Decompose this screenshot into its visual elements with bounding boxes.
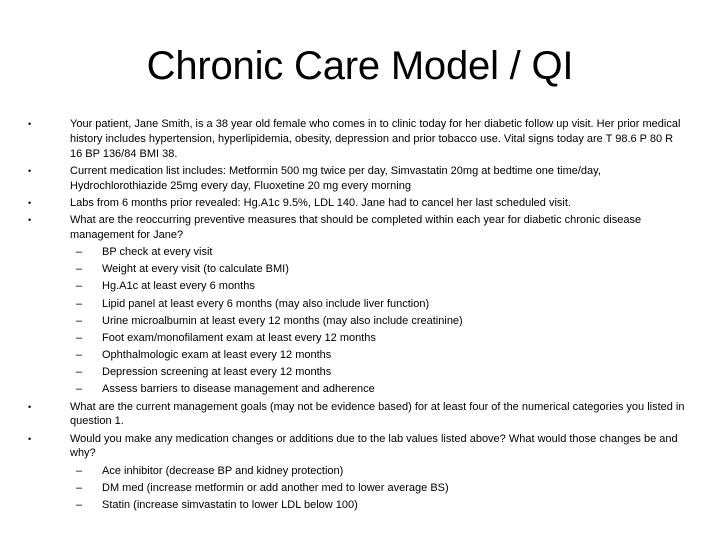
sub-list-item [28, 331, 688, 346]
dash-icon: – [76, 280, 83, 293]
list-item-text: What are the current management goals (may not be evidence based) for at least four of the numerical categories you listed in question 1. [70, 400, 685, 428]
list-item-text: Your patient, Jane Smith, is a 38 year old female who comes in to clinic today for her diabetic follow up visit. Her prior medical history includes hypertension, hyperlipidemia, obesity, depression and prior tobacco use. Vital signs today are T 98.6 P 80 R 16 BP 136/84 BMI 38. [70, 118, 681, 160]
list-item [28, 432, 688, 462]
bullet-icon: • [28, 401, 32, 412]
sub-list-item [28, 365, 688, 380]
sub-list-item [28, 279, 688, 294]
sub-list-item-text: Assess barriers to disease management and adherence [102, 383, 375, 396]
list-item-text: Would you make any medication changes or additions due to the lab values listed above? What would those changes be and why? [70, 432, 678, 460]
sub-list-item [28, 262, 688, 277]
sub-list-item-text: Depression screening at least every 12 months [102, 366, 332, 379]
sub-list-item-text: Statin (increase simvastatin to lower LDL below 100) [102, 498, 358, 511]
list-item [28, 213, 688, 243]
dash-icon: – [76, 464, 83, 477]
slide-title: Chronic Care Model / QI [146, 44, 574, 88]
sub-list-item-text: Ophthalmologic exam at least every 12 months [102, 349, 332, 362]
sub-list-item-text: Foot exam/monofilament exam at least every 12 months [102, 331, 376, 344]
list-item [28, 400, 688, 430]
dash-icon: – [76, 349, 83, 362]
dash-icon: – [76, 331, 83, 344]
dash-icon: – [76, 383, 83, 396]
list-item [28, 164, 688, 194]
dash-icon: – [76, 366, 83, 379]
sub-list-item-text: Lipid panel at least every 6 months (may also include liver function) [102, 297, 430, 310]
sub-list-item-text: Hg.A1c at least every 6 months [102, 280, 255, 293]
sub-list-item [28, 348, 688, 363]
sub-list-item-text: BP check at every visit [102, 245, 213, 258]
sub-list-item [28, 297, 688, 312]
dash-icon: – [76, 245, 83, 258]
dash-icon: – [76, 263, 83, 276]
list-item-text: Labs from 6 months prior revealed: Hg.A1c 9.5%, LDL 140. Jane had to cancel her last scheduled visit. [70, 196, 571, 209]
sub-list-item-text: Weight at every visit (to calculate BMI) [102, 263, 289, 276]
dash-icon: – [76, 498, 83, 511]
bullet-icon: • [28, 119, 32, 129]
sub-list-item [28, 314, 688, 329]
list-item-text: What are the reoccurring preventive measures that should be completed within each year for diabetic chronic disease management for Jane? [70, 213, 642, 241]
list-item [28, 117, 688, 161]
sub-list-item [28, 464, 688, 479]
dash-icon: – [76, 314, 83, 327]
list-item [28, 196, 688, 211]
slide-body [28, 117, 688, 515]
sub-list-item-text: DM med (increase metformin or add another med to lower average BS) [102, 481, 449, 494]
bullet-icon: • [28, 433, 32, 444]
dash-icon: – [76, 297, 83, 310]
sub-list-item [28, 481, 688, 496]
sub-list-item-text: Urine microalbumin at least every 12 months (may also include creatinine) [102, 314, 463, 327]
sub-list-item-text: Ace inhibitor (decrease BP and kidney protection) [102, 464, 344, 477]
sub-list-item [28, 245, 688, 260]
list-item-text: Current medication list includes: Metformin 500 mg twice per day, Simvastatin 20mg at bedtime one time/day, Hydrochlorothiazide 25mg every day, Fluoxetine 20 mg every morning [70, 164, 601, 192]
dash-icon: – [76, 481, 83, 494]
bullet-icon: • [28, 165, 32, 176]
sub-list-item [28, 382, 688, 397]
bullet-icon: • [28, 214, 32, 225]
sub-list-item [28, 498, 688, 513]
bullet-icon: • [28, 197, 32, 208]
